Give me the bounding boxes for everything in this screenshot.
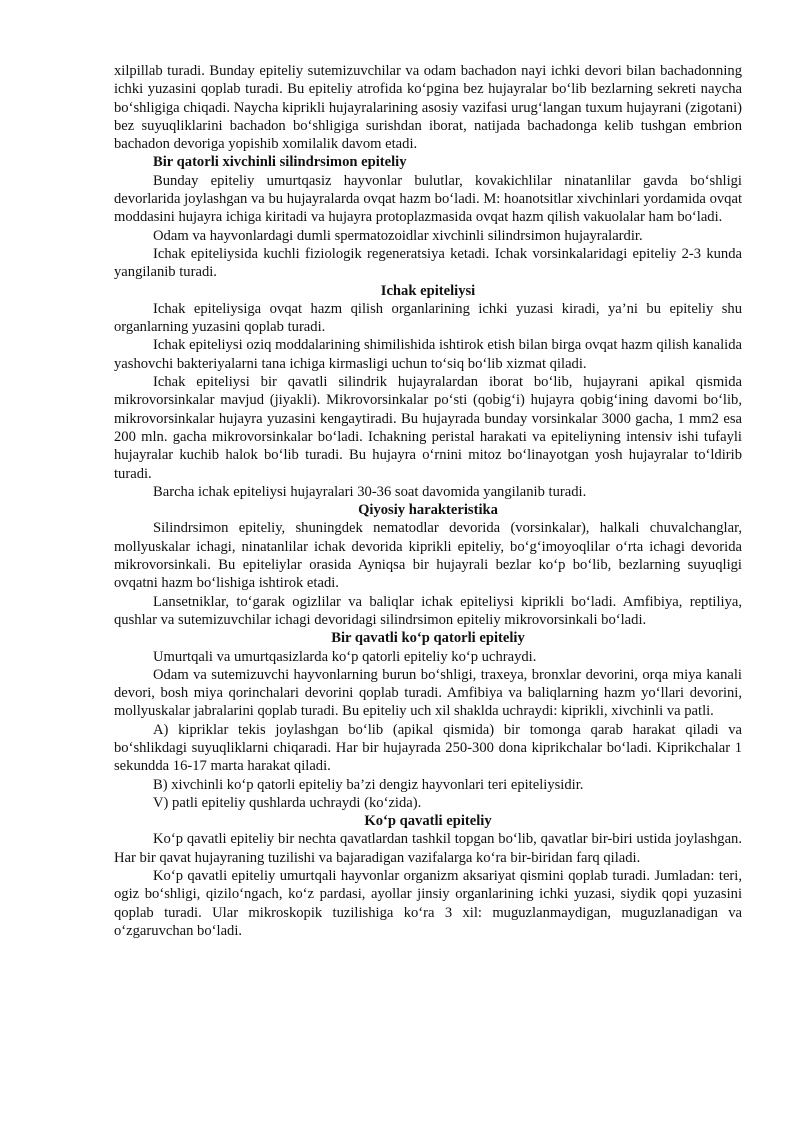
section-heading: Qiyosiy harakteristika bbox=[358, 502, 498, 519]
section-heading: Ko‘p qavatli epiteliy bbox=[364, 813, 492, 830]
paragraph: B) xivchinli ko‘p qatorli epiteliy ba’zi dengiz hayvonlari teri epiteliysidir. bbox=[153, 776, 584, 793]
paragraph: A) kipriklar tekis joylashgan bo‘lib (apikal qismida) bir tomonga qarab harakat qiladi va bo‘shlikdagi suyuqliklarni chiqaradi. Har bir hujayrada 250-300 dona kiprikchalar bo‘ladi. Kiprikchalar 1 sekundda 16-17 marta harakat qiladi. bbox=[114, 721, 742, 775]
paragraph: Bunday epiteliy umurtqasiz hayvonlar bulutlar, kovakichlilar ninatanlilar gavda bo‘shligi devorlarida joylashgan va bu hujayralarda ovqat hazm bo‘ladi. M: hoanotsitlar xivchinlari yordamida ovqat moddasini hujayra ichiga kiritadi va hujayra protoplazmasida ovqat hazm qilish vakuolalar ham bo‘ladi. bbox=[114, 172, 742, 226]
paragraph: Ichak epiteliysi oziq moddalarining shimilishida ishtirok etish bilan birga ovqat hazm qilish kanalida yashovchi bakteriyalarni tana ichiga kirmasligi uchun to‘siq bo‘lib xizmat qiladi. bbox=[114, 337, 742, 372]
paragraph: Umurtqali va umurtqasizlarda ko‘p qatorli epiteliy ko‘p uchraydi. bbox=[153, 648, 537, 665]
section-heading: Bir qatorli xivchinli silindrsimon epiteliy bbox=[153, 154, 407, 171]
paragraph: Odam va hayvonlardagi dumli spermatozoidlar xivchinli silindrsimon hujayralardir. bbox=[153, 227, 643, 244]
paragraph: Ichak epiteliysiga ovqat hazm qilish organlarining ichki yuzasi kiradi, ya’ni bu epiteliy shu organlarning yuzasini qoplab turadi. bbox=[114, 300, 742, 336]
paragraph: Lansetniklar, to‘garak ogizlilar va baliqlar ichak epiteliysi kiprikli bo‘ladi. Amfibiya, reptiliya, qushlar va sutemizuvchilar ichagi devoridagi silindrsimon epiteliy mikrovorsinkali bo‘ladi. bbox=[114, 593, 742, 628]
paragraph: Ko‘p qavatli epiteliy bir nechta qavatlardan tashkil topgan bo‘lib, qavatlar bir-biri ustida joylashgan. Har bir qavat hujayraning tuzilishi va bajaradigan vazifalarga ko‘ra bir-biridan farq qiladi. bbox=[114, 831, 742, 866]
paragraph: Ko‘p qavatli epiteliy umurtqali hayvonlar organizm aksariyat qismini qoplab turadi. Jumladan: teri, ogiz bo‘shligi, qizilo‘ngach, ko‘z pardasi, ayollar jinsiy organlarining ichki yuzasi, siydik qopi yuzasini qoplab turadi. Ular mikroskopik tuzilishiga ko‘ra 3 xil: muguzlanmaydigan, muguzlanadigan va o‘zgaruvchan bo‘ladi. bbox=[114, 868, 742, 939]
document-page bbox=[114, 62, 742, 940]
paragraph: Ichak epiteliysi bir qavatli silindrik hujayralardan iborat bo‘lib, hujayrani apikal qismida mikrovorsinkalar mavjud (jiyakli). Mikrovorsinkalar po‘sti (qobig‘i) hujayra qobig‘ining davomi bo‘lib, mikrovorsinkalar hujayra yuzasini kengaytiradi. Bu hujayrada bunday vorsinkalar 3000 gacha, 1 mm2 esa 200 mln. gacha mikrovorsinkalar bo‘ladi. Ichakning peristal harakati va epiteliyning intensiv ishi tufayli hujayralar kuchib halok bo‘lib turadi. Bu hujayra o‘rnini mitoz bo‘linayotgan yosh hujayralar to‘ldirib turadi. bbox=[114, 374, 742, 482]
section-heading: Ichak epiteliysi bbox=[380, 282, 476, 299]
paragraph: Silindrsimon epiteliy, shuningdek nematodlar devorida (vorsinkalar), halkali chuvalchanglar, mollyuskalar ichagi, ninatanlilar ichak devorida kiprikli epiteliy, bo‘g‘imoyoqlilar o‘rta ichagi devorida mikrovorsinkali. Bu epiteliylar orasida Ayniqsa bir hujayrali bezlar ko‘p bo‘lib, bezlarning suyuqligi ovqatni hazm bo‘lishiga ishtirok etadi. bbox=[114, 520, 742, 592]
paragraph: Barcha ichak epiteliysi hujayralari 30-36 soat davomida yangilanib turadi. bbox=[153, 483, 587, 500]
paragraph-intro: xilpillab turadi. Bunday epiteliy sutemizuvchilar va odam bachadon nayi ichki devori bilan bachadonning ichki yuzasini qoplab turadi. Bu epiteliy atrofida ko‘pgina bez hujayralar bo‘lib bezlarning sekreti naycha bo‘shligiga chiqadi. Naycha kiprikli hujayralarining asosiy vazifasi urug‘langan tuxum hujayrani (zigotani) bez suyuqliklarini bachadon bo‘shligiga surishdan iborat, natijada bachadonga kelib tushgan embrion bachadon devoriga yopishib xomilalik davom etadi. bbox=[114, 63, 742, 153]
paragraph: Ichak epiteliysida kuchli fiziologik regeneratsiya ketadi. Ichak vorsinkalaridagi epiteliy 2-3 kunda yangilanib turadi. bbox=[114, 245, 742, 281]
paragraph: Odam va sutemizuvchi hayvonlarning burun bo‘shligi, traxeya, bronxlar devorini, orqa miya kanali devori, bosh miya qorinchalari devorini qoplab turadi. Amfibiya va baliqlarning hazm yo‘llari devorini, mollyuskalar jabralarini qoplab turadi. Bu epiteliy uch xil shaklda uchraydi: kiprikli, xivchinli va patli. bbox=[114, 666, 742, 720]
paragraph: V) patli epiteliy qushlarda uchraydi (ko‘zida). bbox=[153, 794, 422, 811]
section-heading: Bir qavatli ko‘p qatorli epiteliy bbox=[331, 630, 525, 647]
